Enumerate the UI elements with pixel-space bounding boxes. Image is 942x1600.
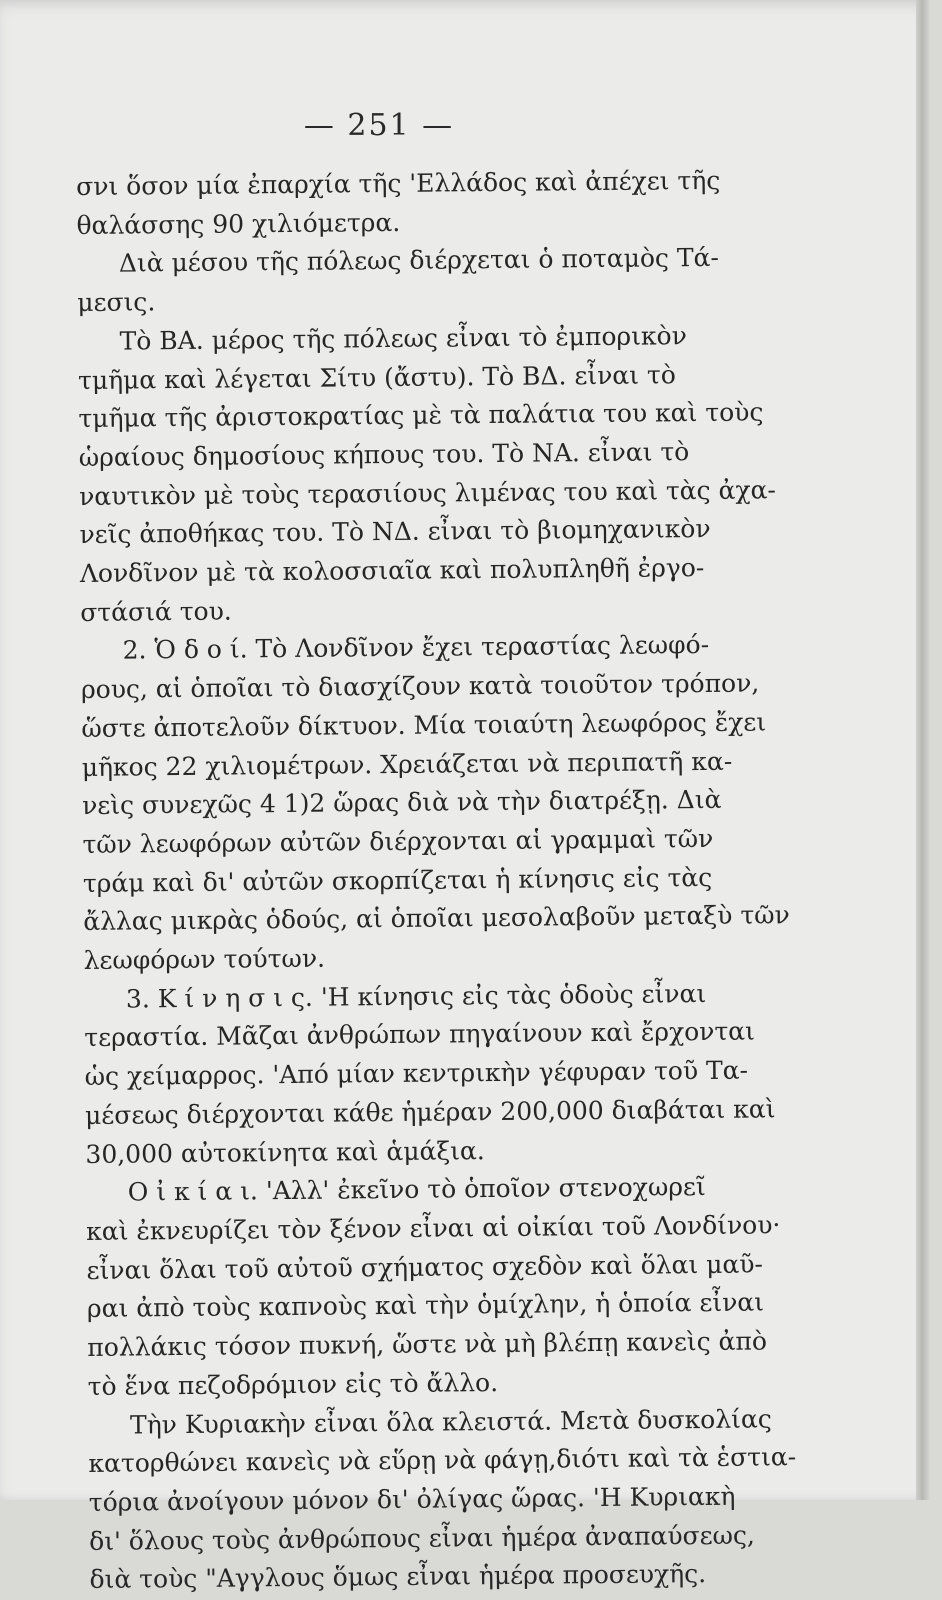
section-heading-line: 3. Κ ί ν η σ ι ς. 'Η κίνησις εἰς τὰς ὁδοὺς εἶναι [125,978,707,1014]
text-line: λεωφόρων τούτων. [83,943,326,976]
text-line: τράμ καὶ δι' αὐτῶν σκορπίζεται ἡ κίνησις εἰς τὰς [82,862,713,898]
text-line: δι' ὅλους τοὺς ἀνθρώπους εἶναι ἡμέρα ἀναπαύσεως, [89,1520,756,1556]
text-line: τὸ ἕνα πεζοδρόμιον εἰς τὸ ἄλλο. [87,1367,499,1401]
text-line: Τὸ ΒΑ. μέρος τῆς πόλεως εἶναι τὸ ἐμπορικὸν [119,320,687,356]
text-line: ὡς χείμαρρος. 'Από μίαν κεντρικὴν γέφυραν τοῦ Τα- [84,1055,749,1092]
section-heading-line: 2. Ὁ δ ο ί. Τὸ Λονδῖνον ἔχει τεραστίας λεωφό- [122,630,710,666]
page-edge [916,0,930,1500]
text-line: ὥστε ἀποτελοῦν δίκτυον. Μία τοιαύτη λεωφόρος ἔχει [81,707,767,743]
text-line: ραι ἀπὸ τοὺς καπνοὺς καὶ τὴν ὁμίχλην, ἡ ὁποία εἶναι [86,1287,765,1324]
text-line: Λονδῖνον μὲ τὰ κολοσσιαῖα καὶ πολυπληθῆ ἐργο- [79,553,705,589]
text-line: θαλάσσης 90 χιλιόμετρα. [76,207,401,240]
section-heading-line: Ο ἰ κ ί α ι. 'Αλλ' ἐκεῖνο τὸ ὁποῖον στενοχωρεῖ [127,1172,706,1207]
text-line: κατορθώνει κανεὶς νὰ εὕρῃ νὰ φάγῃ,διότι καὶ τὰ ἑστια- [88,1442,797,1479]
text-line: μεσις. [77,287,156,318]
text-line: ναυτικὸν μὲ τοὺς τερασιίους λιμένας του καὶ τὰς ἀχα- [79,474,777,511]
text-line: 30,000 αὐτοκίνητα καὶ ἁμάξια. [85,1135,485,1169]
text-line: ἄλλας μικρὰς ὁδούς, αἱ ὁποῖαι μεσολαβοῦν μεταξὺ τῶν [83,900,790,937]
text-line: ρους, αἱ ὁποῖαι τὸ διασχίζουν κατὰ τοιοῦτον τρόπον, [80,668,760,705]
text-line: σνι ὅσον μία ἐπαρχία τῆς 'Ελλάδος καὶ ἀπέχει τῆς [76,165,721,201]
text-line: μῆκος 22 χιλιομέτρων. Χρειάζεται νὰ περιπατῆ κα- [81,746,733,782]
text-line: τμῆμα τῆς ἀριστοκρατίας μὲ τὰ παλάτια του καὶ τοὺς [78,397,764,434]
text-line: εἶναι ὅλαι τοῦ αὐτοῦ σχήματος σχεδὸν καὶ ὅλαι μαῦ- [86,1249,764,1285]
text-line: τόρια ἀνοίγουν μόνον δι' ὀλίγας ὥρας. 'Η Κυριακὴ [88,1481,736,1517]
text-line: ὡραίους δημοσίους κήπους του. Τὸ ΝΑ. εἶναι τὸ [78,437,690,472]
text-line: διὰ τοὺς "Αγγλους ὅμως εἶναι ἡμέρα προσευχῆς. [89,1559,707,1595]
text-line: νεὶς συνεχῶς 4 1)2 ὥρας διὰ νὰ τὴν διατρέξῃ. Διὰ [81,785,722,821]
text-line: πολλάκις τόσον πυκνή, ὥστε νὰ μὴ βλέπῃ κανεὶς ἀπὸ [87,1326,768,1363]
text-line: στάσιά του. [80,596,232,627]
text-line: τῶν λεωφόρων αὐτῶν διέρχονται αἱ γραμμαὶ τῶν [82,823,714,859]
text-line: τμῆμα καὶ λέγεται Σίτυ (ἄστυ). Τὸ ΒΔ. εἶναι τὸ [77,359,676,395]
text-line: τεραστία. Μᾶζαι ἀνθρώπων πηγαίνουν καὶ ἔρχονται [84,1016,756,1053]
text-line: Τὴν Κυριακὴν εἶναι ὅλα κλειστά. Μετὰ δυσκολίας [129,1403,772,1440]
text-line: Διὰ μέσου τῆς πόλεως διέρχεται ὁ ποταμὸς Τά- [118,243,720,278]
text-line: μέσεως διέρχονται κάθε ἡμέραν 200,000 διαβάται καὶ [84,1094,776,1130]
body-text [76,161,812,1600]
text-line: καὶ ἐκνευρίζει τὸν ξένον εἶναι αἱ οἰκίαι τοῦ Λονδίνου· [86,1210,781,1246]
page-number: — 251 — [303,108,455,143]
text-line: νεῖς ἀποθήκας του. Τὸ ΝΔ. εἶναι τὸ βιομηχανικὸν [79,514,711,550]
